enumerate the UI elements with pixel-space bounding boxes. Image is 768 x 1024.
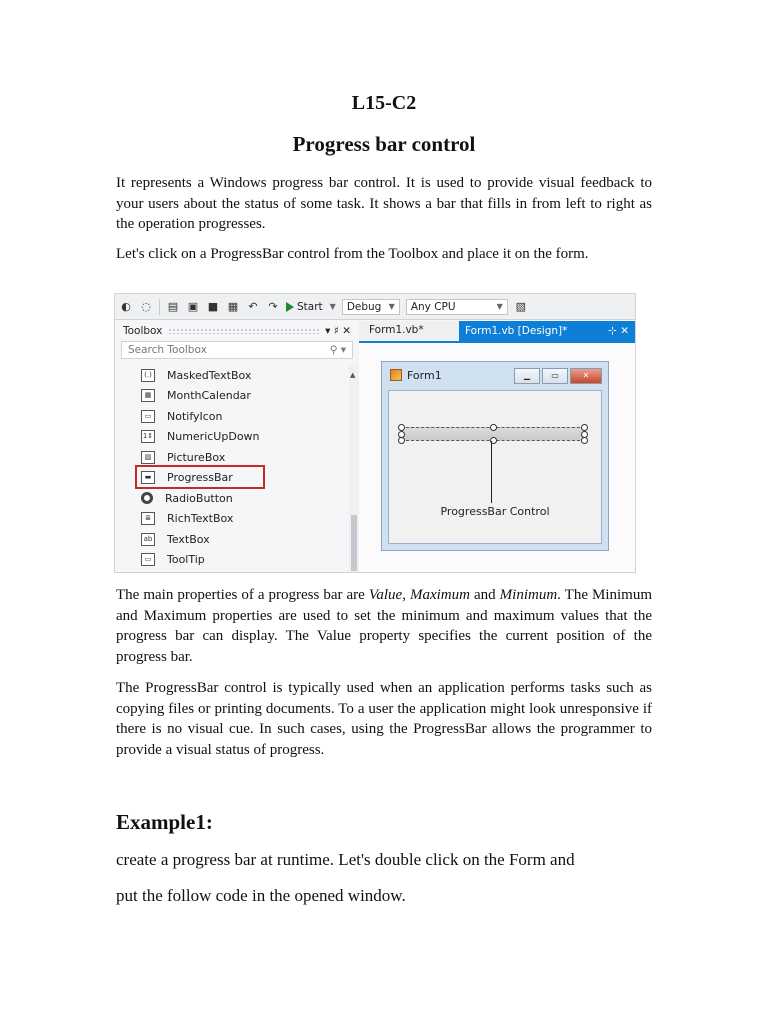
toolbox-header	[115, 321, 359, 341]
search-placeholder: Search Toolbox	[128, 344, 207, 356]
chevron-down-icon: ▼	[388, 302, 395, 311]
richtext-icon: ≣	[141, 512, 155, 525]
progressbar-highlight	[135, 465, 265, 489]
toolbox-scrollbar[interactable]	[349, 365, 359, 572]
calendar-icon: ▦	[141, 389, 155, 402]
platform-value: Any CPU	[410, 300, 456, 313]
toolbox-item-label: ProgressBar	[167, 471, 233, 485]
instruction-paragraph: Let's click on a ProgressBar control from the Toolbox and place it on the form.	[116, 246, 589, 262]
tab-code[interactable]: Form1.vb*	[369, 324, 424, 336]
toolbox-title: Toolbox	[123, 325, 163, 337]
example-heading: Example1:	[116, 810, 213, 834]
picture-icon: ▨	[141, 451, 155, 464]
tab-design-label: Form1.vb [Design]*	[465, 325, 568, 337]
radio-icon	[141, 492, 153, 504]
form-window[interactable]	[381, 361, 609, 551]
properties-text-a: The main properties of a progress bar are	[116, 587, 369, 603]
toolbox-item-label: TextBox	[167, 532, 210, 546]
form-title: Form1	[407, 368, 442, 382]
resize-handle[interactable]	[581, 437, 588, 444]
tab-design[interactable]	[459, 321, 635, 341]
toolbox-item-label: MonthCalendar	[167, 389, 251, 403]
ide-screenshot	[114, 293, 636, 573]
progressbar-control[interactable]	[401, 427, 585, 441]
callout-line	[491, 441, 492, 503]
toolbox-item-numericupdown[interactable]	[115, 427, 349, 448]
resize-handle[interactable]	[490, 424, 497, 431]
progressbar-callout-label: ProgressBar Control	[440, 505, 550, 518]
properties-text-c: and	[469, 587, 500, 603]
scroll-thumb[interactable]	[351, 515, 357, 571]
resize-handle[interactable]	[581, 424, 588, 431]
toolbox-item-richtextbox[interactable]	[115, 509, 349, 530]
form-designer	[359, 341, 635, 573]
value-term: Value	[368, 587, 403, 603]
maximize-icon[interactable]: ▭	[542, 368, 568, 384]
intro-paragraph: It represents a Windows progress bar control. It is used to provide visual feedback to your users about the status of some task. It shows a bar that fills in from left to right as the operation progresses.	[116, 175, 652, 232]
search-icon[interactable]: ⚲ ▾	[329, 344, 346, 356]
new-project-icon[interactable]: ▤	[167, 300, 179, 313]
properties-text-d: . The Minimum and Maximum properties are used to set the minimum and maximum values that the progress bar can display. The Value property specifies the current position of the progress bar.	[116, 587, 652, 665]
toolbox-item-monthcalendar[interactable]	[115, 386, 349, 407]
ide-toolbar	[115, 294, 635, 320]
play-icon	[286, 302, 294, 312]
maskedtextbox-icon: (.)	[141, 369, 155, 382]
progressbar-icon: ▬	[141, 471, 155, 484]
start-button[interactable]	[286, 301, 336, 313]
toolbox-item-label: PictureBox	[167, 450, 226, 464]
back-icon[interactable]: ◐	[121, 300, 131, 313]
chevron-down-icon: ▼	[496, 302, 503, 311]
notify-icon: ▭	[141, 410, 155, 423]
toolbox-item-label: RichTextBox	[167, 512, 234, 526]
numeric-updown-icon: 1⇕	[141, 430, 155, 443]
minimum-term: Minimum	[499, 587, 558, 603]
toolbox-item-textbox[interactable]	[115, 529, 349, 550]
save-icon[interactable]: ■	[207, 300, 219, 313]
textbox-icon: ab	[141, 533, 155, 546]
platform-select[interactable]	[406, 299, 508, 315]
form-icon	[390, 369, 402, 381]
lesson-code: L15-C2	[351, 92, 417, 114]
usage-paragraph: The ProgressBar control is typically used when an application performs tasks such as copying files or printing documents. To a user the application might look unresponsive if there is no visual cue. In such cases, using the ProgressBar allows the programmer to provide a visual status of progress.	[116, 680, 652, 758]
properties-paragraph	[116, 585, 652, 667]
tools-icon[interactable]: ▧	[515, 300, 527, 313]
toolbox-window-buttons[interactable]: ▾ ♯ ✕	[325, 325, 351, 337]
toolbox-item-tooltip[interactable]	[115, 550, 349, 571]
scroll-up-icon[interactable]: ▲	[350, 371, 356, 379]
example-line-1: create a progress bar at runtime. Let's double click on the Form and	[116, 850, 575, 869]
toolbox-item-label: NumericUpDown	[167, 430, 260, 444]
toolbox-item-label: ToolTip	[167, 553, 205, 567]
save-all-icon[interactable]: ▦	[227, 300, 239, 313]
document-tabs	[359, 321, 635, 341]
tooltip-icon: ▭	[141, 553, 155, 566]
toolbox-panel	[115, 321, 360, 572]
configuration-value: Debug	[346, 300, 382, 313]
toolbox-item-label: MaskedTextBox	[167, 368, 252, 382]
toolbox-item-maskedtextbox[interactable]	[115, 365, 349, 386]
chevron-down-icon: ▼	[329, 302, 336, 311]
redo-icon[interactable]: ↷	[268, 300, 278, 313]
toolbar-divider	[159, 299, 160, 315]
tab-close-icon[interactable]: ⊹ ✕	[608, 325, 629, 337]
toolbox-item-notifyicon[interactable]	[115, 406, 349, 427]
forward-icon[interactable]: ◌	[141, 300, 151, 313]
form-client-area[interactable]	[388, 390, 602, 544]
properties-text-b: ,	[402, 587, 410, 603]
toolbox-item-radiobutton[interactable]	[115, 488, 349, 509]
close-icon[interactable]: ✕	[570, 368, 602, 384]
toolbox-item-label: RadioButton	[165, 491, 233, 505]
window-buttons	[514, 368, 602, 384]
maximum-term: Maximum	[409, 587, 470, 603]
configuration-select[interactable]	[342, 299, 400, 315]
minimize-icon[interactable]: ▁	[514, 368, 540, 384]
example-line-2: put the follow code in the opened window.	[116, 886, 406, 905]
page-title: Progress bar control	[292, 132, 476, 156]
toolbox-search-input[interactable]	[121, 341, 353, 359]
undo-icon[interactable]: ↶	[248, 300, 258, 313]
grip-icon[interactable]	[168, 328, 319, 334]
resize-handle[interactable]	[398, 424, 405, 431]
toolbox-item-label: NotifyIcon	[167, 409, 223, 423]
start-label: Start	[297, 300, 323, 313]
resize-handle[interactable]	[398, 437, 405, 444]
open-icon[interactable]: ▣	[187, 300, 199, 313]
